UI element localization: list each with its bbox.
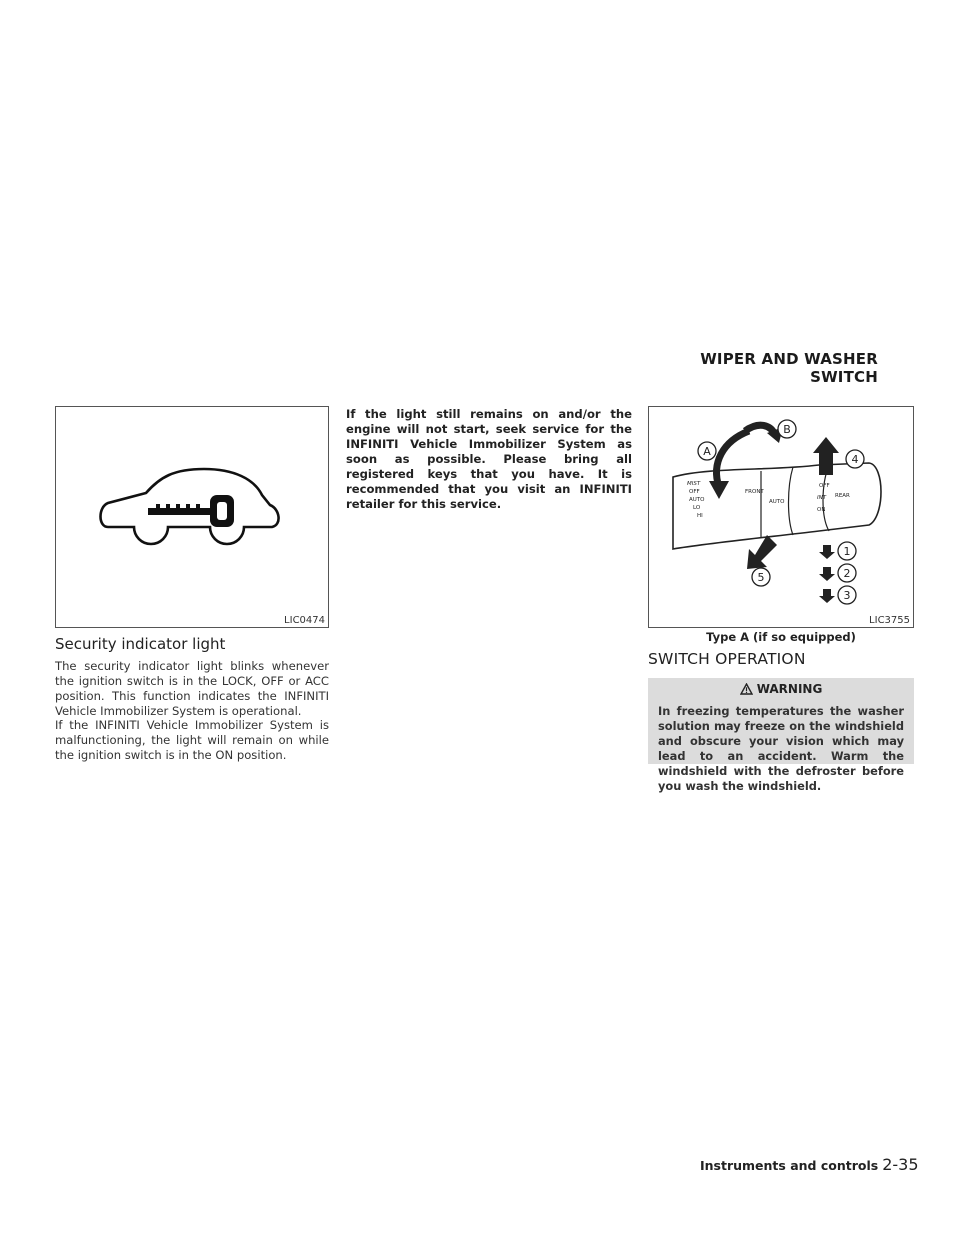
security-indicator-figure (55, 406, 329, 628)
label-2: 2 (843, 567, 851, 580)
rear-label: REAR (835, 493, 850, 499)
footer-section: Instruments and controls (700, 1158, 879, 1173)
lo-label: LO (693, 505, 701, 511)
mist-label: MIST (687, 481, 701, 487)
int-label: INT (817, 495, 827, 501)
wiper-lever-diagram (649, 407, 913, 627)
security-paragraph-3: If the light still remains on and/or the engine will not start, seek service for the INFINITI Vehicle Immobilizer System as soon as possible. Please bring all registered keys that you have. It is recommended that you visit an INFINITI retailer for this service. (346, 407, 632, 511)
page-footer (700, 1155, 919, 1174)
security-title: Security indicator light (55, 635, 226, 653)
off-label: OFF (689, 489, 700, 495)
front-label: FRONT (745, 489, 764, 495)
wiper-switch-figure (648, 406, 914, 628)
label-4: 4 (851, 453, 859, 466)
hi-label: HI (697, 513, 703, 519)
page-number: 2-35 (882, 1155, 919, 1174)
warning-text: In freezing temperatures the washer solution may freeze on the windshield and obscure your vision which may lead to an accident. Warm the windshield with the defroster before you wash the windshield. (658, 704, 904, 793)
figure-code: LIC3755 (869, 615, 910, 626)
label-3: 3 (843, 589, 851, 602)
auto-label: AUTO (689, 497, 705, 503)
figure-code: LIC0474 (284, 615, 325, 626)
label-5: 5 (757, 571, 765, 584)
section-header: WIPER AND WASHER SWITCH (700, 350, 878, 386)
warning-header (648, 678, 914, 700)
label-a: A (703, 445, 711, 458)
figure-caption: Type A (if so equipped) (706, 630, 856, 644)
auto2-label: AUTO (769, 499, 785, 505)
label-1: 1 (843, 545, 851, 558)
warning-title: WARNING (756, 682, 823, 696)
warning-box (648, 678, 914, 793)
security-paragraph-2: If the INFINITI Vehicle Immobilizer System is malfunctioning, the light will remain on while the ignition switch is in the ON position. (55, 718, 329, 762)
label-b: B (783, 423, 791, 436)
switch-operation-title: SWITCH OPERATION (648, 650, 806, 668)
car-with-key-icon (56, 407, 328, 627)
on-label: ON (817, 507, 826, 513)
warning-triangle-icon (740, 683, 753, 695)
off2-label: OFF (819, 483, 830, 489)
security-paragraph-1: The security indicator light blinks whenever the ignition switch is in the LOCK, OFF or ACC position. This function indicates the INFINITI Vehicle Immobilizer System is operational. (55, 659, 329, 718)
